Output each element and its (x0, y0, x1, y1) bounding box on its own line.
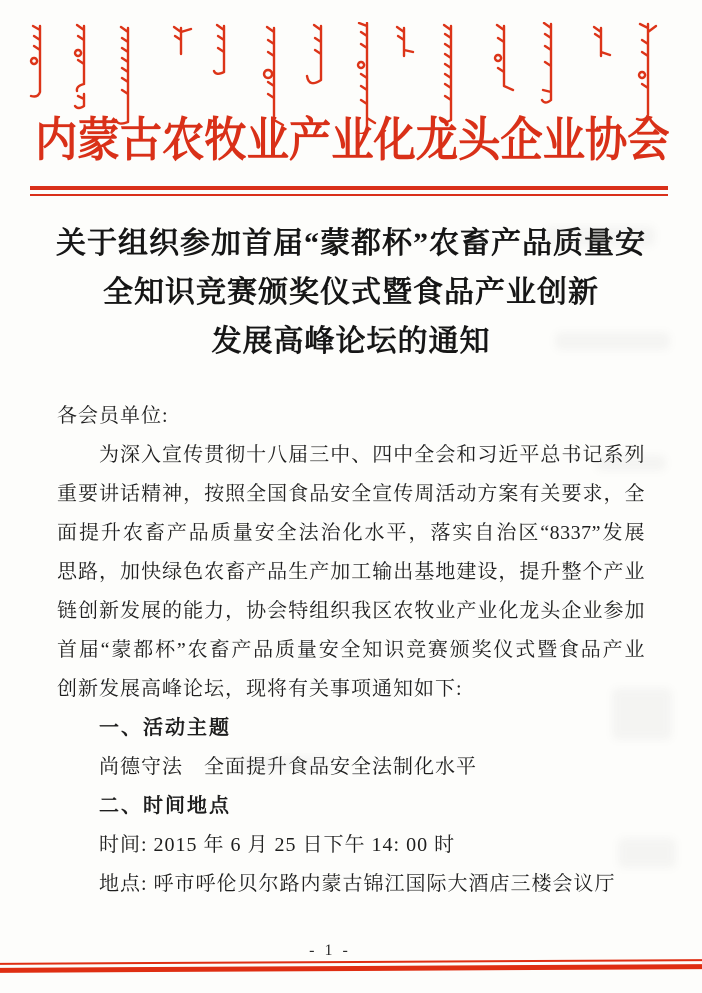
page-number: - 1 - (309, 942, 351, 959)
theme-line: 尚德守法 全面提升食品安全法制化水平 (99, 756, 477, 778)
mongolian-word (397, 27, 413, 56)
venue-line: 地点: 呼市呼伦贝尔路内蒙古锦江国际大酒店三楼会议厅 (99, 873, 616, 895)
mongolian-word (214, 25, 224, 74)
document-title-line-3: 发展高峰论坛的通知 (211, 325, 491, 358)
scan-artifact (238, 756, 330, 771)
scan-artifact (545, 226, 655, 246)
section-heading-1: 一、活动主题 (99, 717, 231, 739)
mongolian-word (495, 25, 513, 90)
mongolian-word (440, 25, 451, 122)
section-heading-2: 二、时间地点 (99, 795, 231, 817)
salutation-line: 各会员单位: (57, 405, 169, 427)
scan-artifact (618, 838, 676, 868)
body-text (57, 397, 645, 904)
time-line: 时间: 2015 年 6 月 25 日下午 14: 00 时 (99, 834, 456, 856)
mongolian-word (594, 27, 610, 56)
paragraph-line: 首届“蒙都杯”农畜产品质量安全知识竞赛颁奖仪式暨食品产业 (57, 639, 645, 661)
mongolian-word (116, 27, 128, 124)
masthead-rule-thick (30, 186, 668, 190)
org-name-banner: 内蒙古农牧业产业化龙头企业协会 (35, 115, 670, 167)
paragraph-line: 重要讲话精神，按照全国食品安全宣传周活动方案有关要求，全 (57, 483, 645, 505)
scan-artifact (555, 332, 670, 350)
document-title-line-1: 关于组织参加首届“蒙都杯”农畜产品质量安 (56, 227, 646, 260)
paragraph-line: 面提升农畜产品质量安全法治化水平，落实自治区“8337”发展 (57, 522, 645, 544)
mongolian-word (542, 23, 551, 103)
paragraph-line: 链创新发展的能力，协会特组织我区农牧业产业化龙头企业参加 (57, 600, 645, 622)
scan-artifact (612, 688, 672, 740)
mongolian-word (75, 25, 84, 108)
footer-rule-thick (0, 964, 702, 972)
masthead-rule-thin (30, 194, 668, 196)
mongolian-word (31, 26, 40, 97)
scan-artifact (596, 455, 666, 471)
mongolian-word (637, 24, 656, 120)
paragraph-line: 创新发展高峰论坛，现将有关事项通知如下: (57, 678, 463, 700)
mongolian-word (174, 27, 191, 54)
paragraph-line: 思路，加快绿色农畜产品生产加工输出基地建设，提升整个产业 (57, 561, 645, 583)
paragraph-line: 为深入宣传贯彻十八届三中、四中全会和习近平总书记系列 (99, 444, 645, 466)
document-title-line-2: 全知识竞赛颁奖仪式暨食品产业创新 (103, 276, 599, 309)
mongolian-word (307, 25, 321, 83)
